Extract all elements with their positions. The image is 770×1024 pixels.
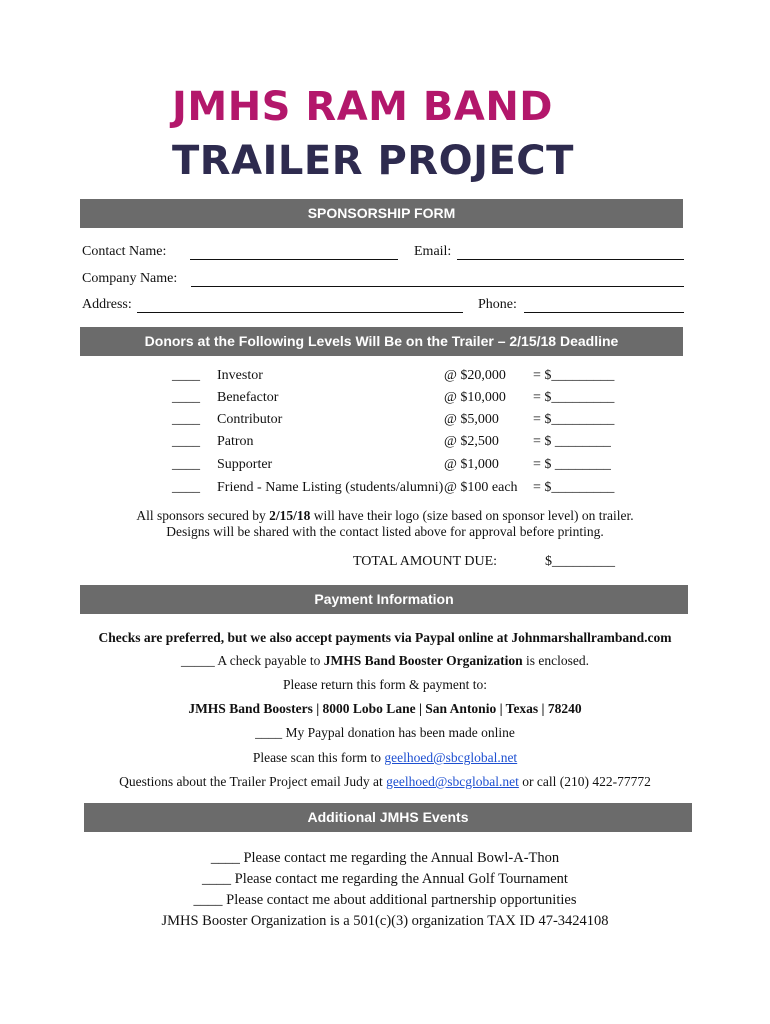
mailing-address: JMHS Band Boosters | 8000 Lobo Lane | San Antonio | Texas | 78240 [188,701,582,716]
check-enclosed-text: _____ A check payable to [180,653,324,668]
donor-level-name: Patron [217,434,254,449]
donor-level-total[interactable]: = $ ________ [533,457,611,472]
email-label: Email: [414,244,452,259]
donor-level-blank[interactable]: ____ [172,480,200,495]
sponsor-note-text: will have their logo (size based on sponsor level) on trailer. [310,508,634,523]
contact-name-field[interactable] [190,259,398,260]
paypal-donation-line: ____ My Paypal donation has been made online [255,725,515,740]
company-name-field[interactable] [191,286,684,287]
donor-level-blank[interactable]: ____ [172,368,200,383]
questions-text: or call (210) 422-77772 [518,774,651,789]
event-partnership[interactable]: ____ Please contact me about additional partnership opportunities [193,892,577,908]
sponsor-note-line2: Designs will be shared with the contact listed above for approval before printing. [166,524,604,539]
additional-events-bar: Additional JMHS Events [84,803,692,832]
donors-bar: Donors at the Following Levels Will Be on the Trailer – 2/15/18 Deadline [80,327,683,356]
sponsor-note-line1 [0,508,770,524]
questions-text: Questions about the Trailer Project email Judy at [119,774,387,789]
scan-form-text: Please scan this form to [252,750,385,765]
page-title-line1: JMHS RAM BAND [172,84,554,130]
scan-email-link[interactable]: geelhoed@sbcglobal.net [384,750,518,765]
donor-level-amount: @ $20,000 [444,368,506,383]
tax-id-statement: JMHS Booster Organization is a 501(c)(3) organization TAX ID 47-3424108 [161,913,609,929]
phone-field[interactable] [524,312,684,313]
phone-label: Phone: [478,297,517,312]
donor-level-name: Benefactor [217,390,279,405]
donor-level-blank[interactable]: ____ [172,434,200,449]
company-name-label: Company Name: [82,271,178,286]
donor-level-name: Investor [217,368,263,383]
sponsorship-form-bar: SPONSORSHIP FORM [80,199,683,228]
donor-level-name: Friend - Name Listing (students/alumni) [217,480,444,495]
address-label: Address: [82,297,132,312]
sponsor-note-text: All sponsors secured by [136,508,270,523]
scan-form-line [0,750,770,766]
donor-level-total[interactable]: = $_________ [533,368,615,383]
total-amount-field[interactable]: $_________ [545,554,615,569]
return-form-text: Please return this form & payment to: [283,677,487,692]
donor-level-amount: @ $1,000 [444,457,499,472]
total-amount-label: TOTAL AMOUNT DUE: [353,554,498,569]
check-enclosed-text: is enclosed. [522,653,590,668]
donor-level-name: Contributor [217,412,283,427]
questions-line [0,774,770,790]
donor-level-blank[interactable]: ____ [172,390,200,405]
donor-level-amount: @ $10,000 [444,390,506,405]
donor-level-amount: @ $5,000 [444,412,499,427]
address-field[interactable] [137,312,463,313]
page-title-line2: TRAILER PROJECT [172,138,574,184]
check-enclosed-line [0,653,770,669]
donor-level-amount: @ $2,500 [444,434,499,449]
donor-level-total[interactable]: = $ ________ [533,434,611,449]
event-bowl-a-thon[interactable]: ____ Please contact me regarding the Annual Bowl-A-Thon [210,850,560,866]
questions-email-link[interactable]: geelhoed@sbcglobal.net [386,774,519,789]
donor-level-name: Supporter [217,457,273,472]
check-payee: JMHS Band Booster Organization [323,653,523,668]
sponsor-deadline-date: 2/15/18 [269,508,311,523]
contact-name-label: Contact Name: [82,244,167,259]
donor-level-amount: @ $100 each [444,480,518,495]
event-golf-tournament[interactable]: ____ Please contact me regarding the Annual Golf Tournament [202,871,568,887]
email-field[interactable] [457,259,684,260]
checks-preferred-text: Checks are preferred, but we also accept payments via Paypal online at Johnmarshallramband.com [98,630,672,645]
payment-information-bar: Payment Information [80,585,688,614]
donor-level-total[interactable]: = $_________ [533,412,615,427]
donor-level-blank[interactable]: ____ [172,412,200,427]
donor-level-total[interactable]: = $_________ [533,480,615,495]
donor-level-blank[interactable]: ____ [172,457,200,472]
donor-level-total[interactable]: = $_________ [533,390,615,405]
